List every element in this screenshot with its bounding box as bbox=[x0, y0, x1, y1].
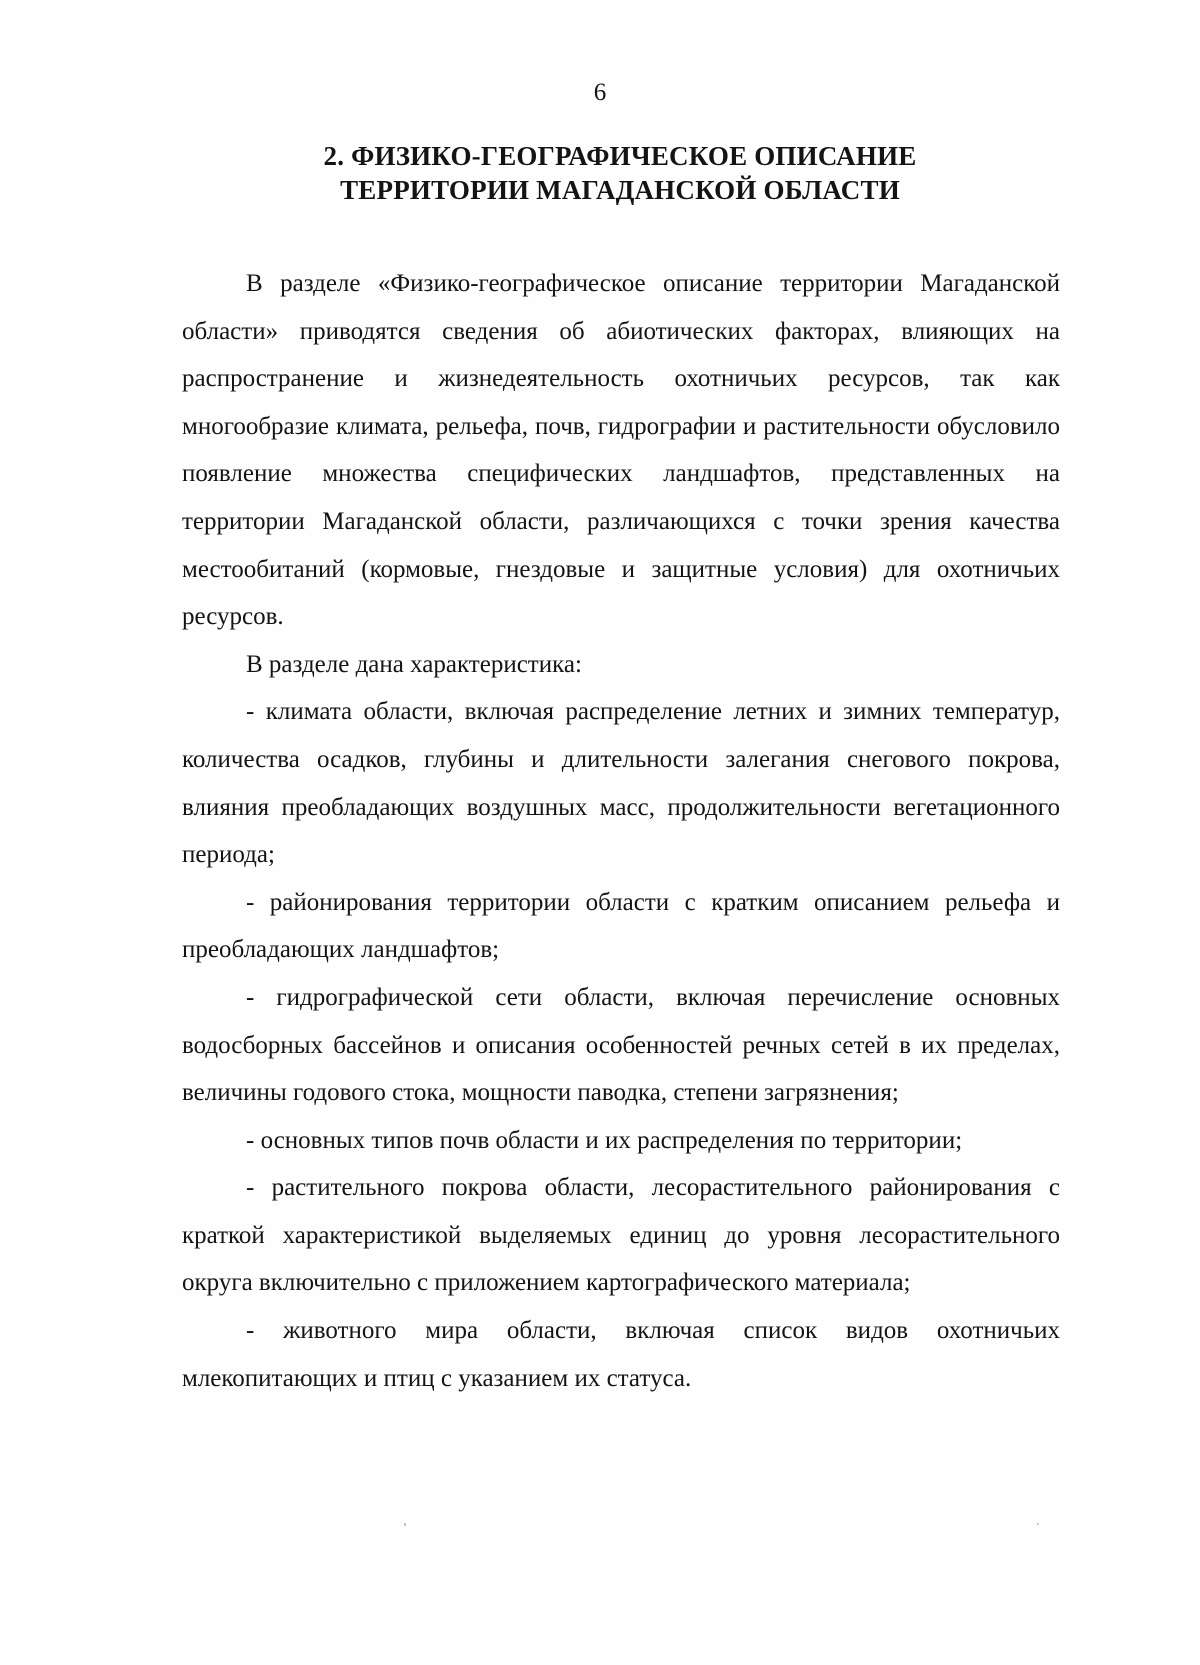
lead-paragraph: В разделе дана характеристика: bbox=[246, 650, 582, 678]
list-item-climate: - климата области, включая распределение летних и зимних температур, количества осадков, глубины и длительности залегания снегового покрова, влияния преобладающих воздушных масс, продолжительности вегетационного периода; bbox=[182, 698, 1060, 869]
section-heading-line-2: ТЕРРИТОРИИ МАГАДАНСКОЙ ОБЛАСТИ bbox=[340, 175, 900, 205]
section-heading-line-1: 2. ФИЗИКО-ГЕОГРАФИЧЕСКОЕ ОПИСАНИЕ bbox=[323, 141, 917, 171]
scan-speck bbox=[1037, 1523, 1039, 1525]
section-heading bbox=[180, 139, 1060, 207]
list-item-hydrography: - гидрографической сети области, включая перечисление основных водосборных бассейнов и описания особенностей речных сетей в их пределах, величины годового стока, мощности паводка, степени загрязнения; bbox=[182, 983, 1060, 1107]
intro-paragraph: В разделе «Физико-географическое описание территории Магаданской области» приводятся сведения об абиотических факторах, влияющих на распространение и жизнедеятельность охотничьих ресурсов, так как многообразие климата, рельефа, почв, гидрографии и растительности обусловило появление множества специфических ландшафтов, представленных на территории Магаданской области, различающихся с точки зрения качества местообитаний (кормовые, гнездовые и защитные условия) для охотничьих ресурсов. bbox=[182, 270, 1060, 631]
body-text bbox=[182, 260, 1060, 1402]
list-item-fauna: - животного мира области, включая список видов охотничьих млекопитающих и птиц с указанием их статуса. bbox=[182, 1317, 1060, 1392]
scan-speck bbox=[404, 1523, 406, 1526]
page-number: 6 bbox=[593, 79, 607, 106]
list-item-soils: - основных типов почв области и их распределения по территории; bbox=[246, 1126, 963, 1154]
list-item-vegetation: - растительного покрова области, лесорастительного районирования с краткой характеристикой выделяемых единиц до уровня лесорастительного округа включительно с приложением картографического материала; bbox=[182, 1174, 1060, 1297]
list-item-zoning: - районирования территории области с кратким описанием рельефа и преобладающих ландшафтов; bbox=[182, 888, 1060, 964]
